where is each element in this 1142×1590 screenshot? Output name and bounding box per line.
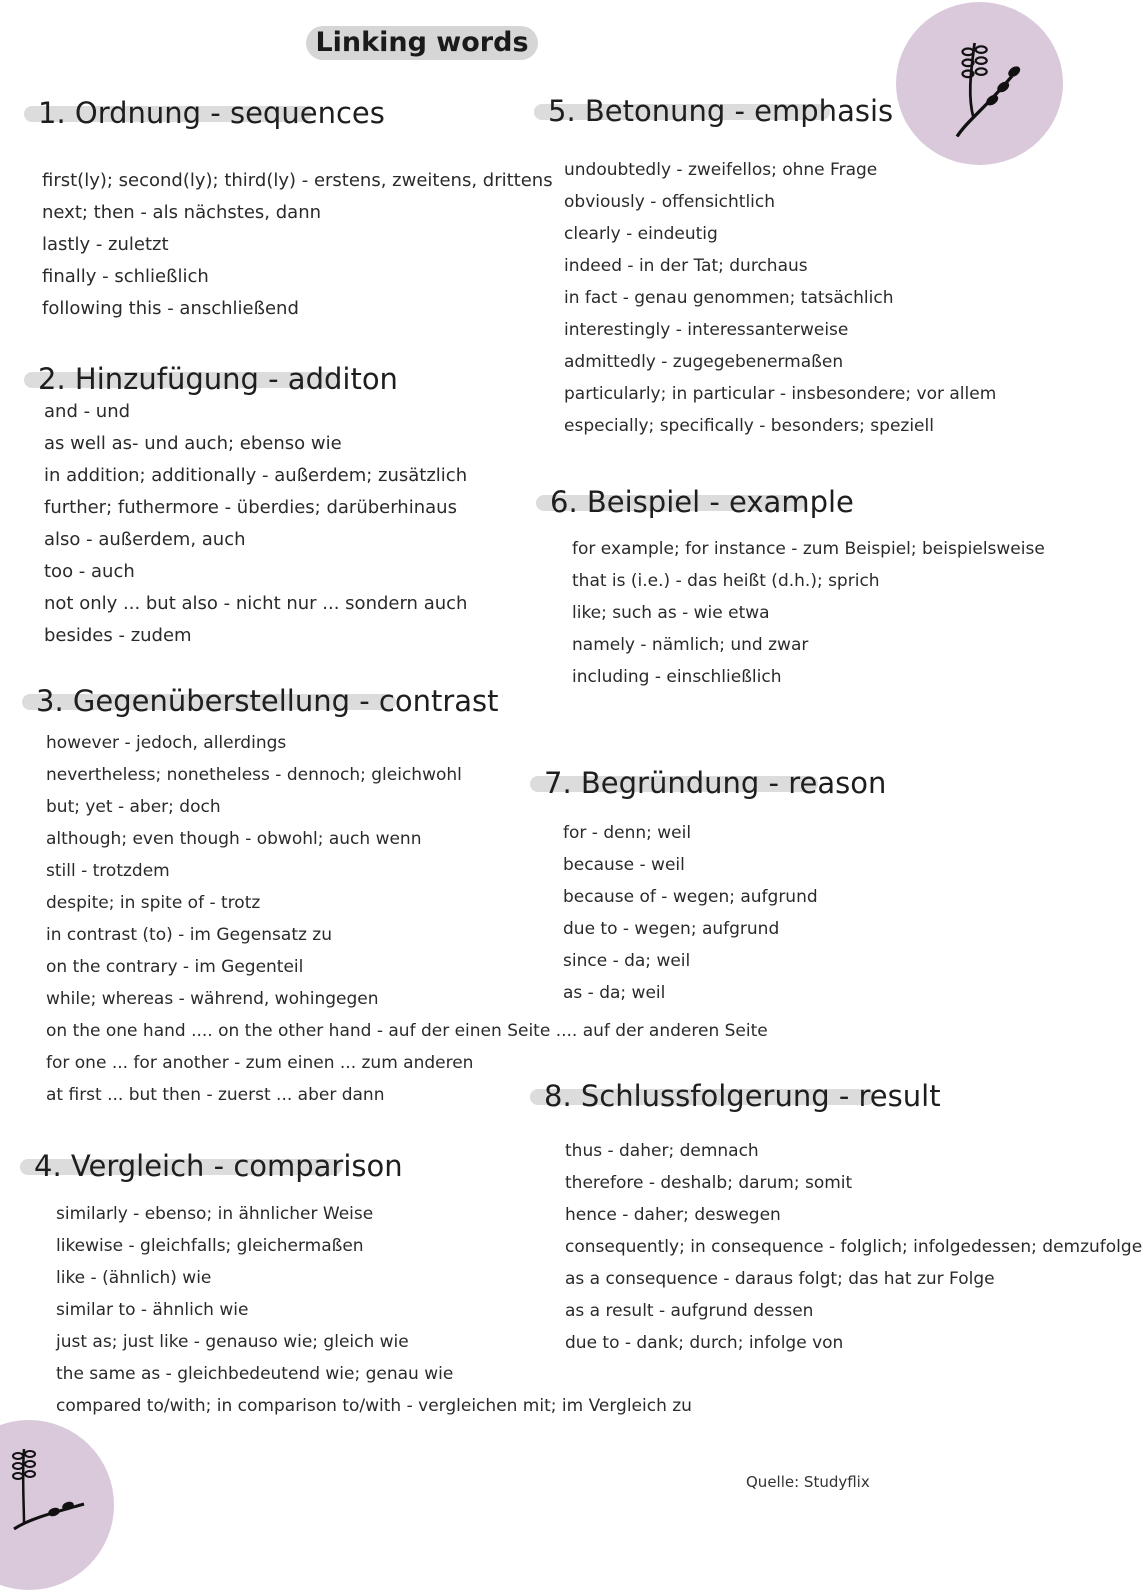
list-item: nevertheless; nonetheless - dennoch; gleichwohl — [46, 765, 462, 785]
decor-circle-bottom-left — [0, 1420, 114, 1590]
list-item: at first ... but then - zuerst ... aber dann — [46, 1085, 385, 1105]
list-item: admittedly - zugegebenermaßen — [564, 352, 844, 372]
list-item: because of - wegen; aufgrund — [563, 887, 818, 907]
list-item: in fact - genau genommen; tatsächlich — [564, 288, 894, 308]
list-item: in addition; additionally - außerdem; zusätzlich — [44, 465, 468, 486]
list-item: obviously - offensichtlich — [564, 192, 776, 212]
list-item: not only ... but also - nicht nur ... sondern auch — [44, 593, 468, 614]
list-item: due to - wegen; aufgrund — [563, 919, 780, 939]
list-item: interestingly - interessanterweise — [564, 320, 849, 340]
list-item: finally - schließlich — [42, 266, 209, 287]
list-item: and - und — [44, 401, 131, 422]
list-item: first(ly); second(ly); third(ly) - erstens, zweitens, drittens — [42, 170, 553, 191]
list-item: like - (ähnlich) wie — [56, 1268, 212, 1288]
list-item: in contrast (to) - im Gegensatz zu — [46, 925, 333, 945]
section-heading-contrast: 3. Gegenüberstellung - contrast — [22, 682, 396, 720]
section-list-sequences — [42, 165, 553, 325]
list-item: indeed - in der Tat; durchaus — [564, 256, 808, 276]
list-item: due to - dank; durch; infolge von — [565, 1333, 844, 1353]
list-item: as well as- und auch; ebenso wie — [44, 433, 342, 454]
list-item: next; then - als nächstes, dann — [42, 202, 322, 223]
section-heading-result: 8. Schlussfolgerung - result — [530, 1077, 875, 1115]
section-heading-emphasis: 5. Betonung - emphasis — [534, 92, 830, 130]
list-item: as - da; weil — [563, 983, 666, 1003]
list-item: similar to - ähnlich wie — [56, 1300, 249, 1320]
list-item: on the one hand .... on the other hand - auf der einen Seite .... auf der anderen Seite — [46, 1021, 768, 1041]
list-item: for one ... for another - zum einen ... zum anderen — [46, 1053, 474, 1073]
list-item: following this - anschließend — [42, 298, 299, 319]
lavender-sprig-icon — [4, 1434, 104, 1534]
section-list-result — [565, 1135, 1142, 1359]
list-item: hence - daher; deswegen — [565, 1205, 781, 1225]
list-item: including - einschließlich — [572, 667, 782, 687]
list-item: still - trotzdem — [46, 861, 170, 881]
list-item: compared to/with; in comparison to/with - vergleichen mit; im Vergleich zu — [56, 1396, 692, 1416]
list-item: like; such as - wie etwa — [572, 603, 770, 623]
list-item: while; whereas - während, wohingegen — [46, 989, 379, 1009]
section-heading-example: 6. Beispiel - example — [536, 483, 806, 521]
list-item: however - jedoch, allerdings — [46, 733, 287, 753]
list-item: besides - zudem — [44, 625, 192, 646]
section-list-emphasis — [564, 154, 996, 442]
list-item: likewise - gleichfalls; gleichermaßen — [56, 1236, 364, 1256]
decor-circle-top-right — [896, 2, 1063, 165]
list-item: since - da; weil — [563, 951, 691, 971]
page-title: Linking words — [306, 26, 538, 60]
list-item: that is (i.e.) - das heißt (d.h.); sprich — [572, 571, 880, 591]
list-item: thus - daher; demnach — [565, 1141, 759, 1161]
section-heading-addition: 2. Hinzufügung - additon — [24, 360, 339, 398]
list-item: the same as - gleichbedeutend wie; genau wie — [56, 1364, 454, 1384]
list-item: because - weil — [563, 855, 685, 875]
list-item: just as; just like - genauso wie; gleich wie — [56, 1332, 409, 1352]
list-item: particularly; in particular - insbesondere; vor allem — [564, 384, 997, 404]
list-item: similarly - ebenso; in ähnlicher Weise — [56, 1204, 374, 1224]
list-item: as a result - aufgrund dessen — [565, 1301, 814, 1321]
list-item: further; futhermore - überdies; darüberhinaus — [44, 497, 457, 518]
list-item: as a consequence - daraus folgt; das hat zur Folge — [565, 1269, 995, 1289]
list-item: on the contrary - im Gegenteil — [46, 957, 304, 977]
list-item: consequently; in consequence - folglich; infolgedessen; demzufolge — [565, 1237, 1142, 1257]
list-item: too - auch — [44, 561, 135, 582]
list-item: namely - nämlich; und zwar — [572, 635, 809, 655]
section-heading-comparison: 4. Vergleich - comparison — [20, 1147, 342, 1185]
list-item: undoubtedly - zweifellos; ohne Frage — [564, 160, 878, 180]
list-item: therefore - deshalb; darum; somit — [565, 1173, 853, 1193]
lavender-sprig-icon — [924, 32, 1034, 142]
list-item: also - außerdem, auch — [44, 529, 246, 550]
list-item: for example; for instance - zum Beispiel; beispielsweise — [572, 539, 1045, 559]
section-list-example — [572, 533, 1045, 693]
list-item: despite; in spite of - trotz — [46, 893, 261, 913]
section-list-reason — [563, 817, 818, 1009]
list-item: lastly - zuletzt — [42, 234, 169, 255]
section-list-addition — [44, 396, 467, 652]
section-heading-reason: 7. Begründung - reason — [530, 764, 818, 802]
list-item: although; even though - obwohl; auch wenn — [46, 829, 422, 849]
section-heading-sequences: 1. Ordnung - sequences — [24, 94, 311, 132]
list-item: but; yet - aber; doch — [46, 797, 221, 817]
list-item: especially; specifically - besonders; speziell — [564, 416, 934, 436]
list-item: for - denn; weil — [563, 823, 692, 843]
list-item: clearly - eindeutig — [564, 224, 718, 244]
source-credit: Quelle: Studyflix — [746, 1473, 870, 1491]
